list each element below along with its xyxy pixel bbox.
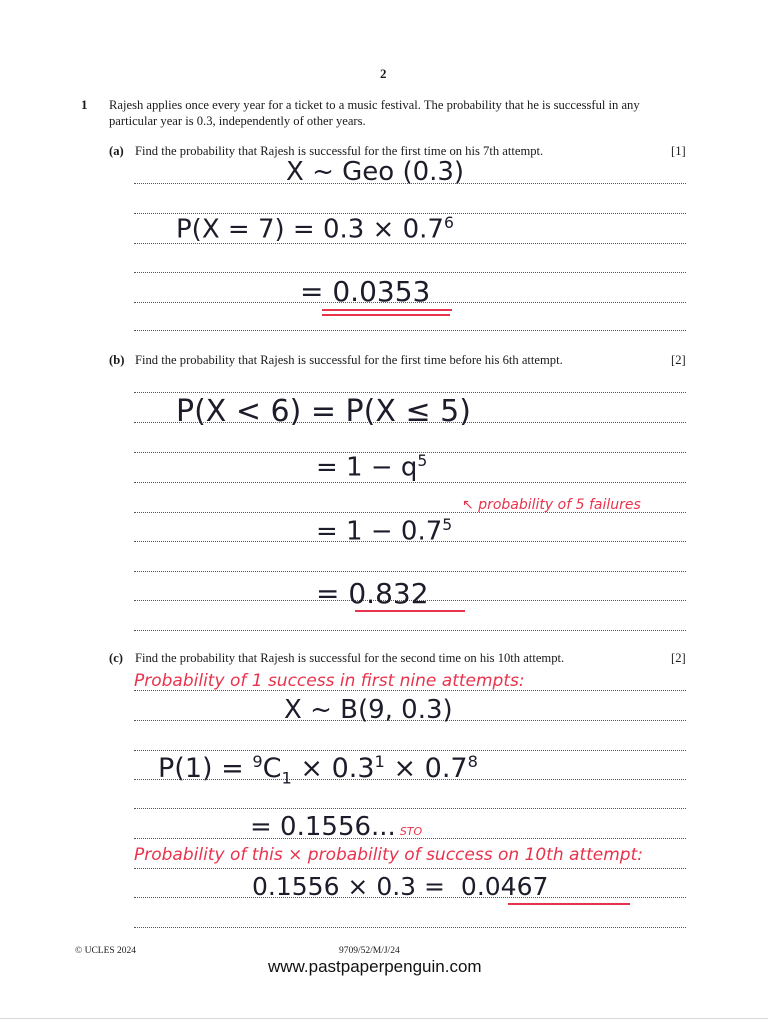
answer-line: [134, 571, 686, 572]
answer-line: [134, 808, 686, 809]
annotation-c-note1: Probability of 1 success in first nine attempts:: [134, 671, 525, 691]
copyright: © UCLES 2024: [75, 946, 137, 956]
answer-underline: [322, 309, 452, 311]
answer-line: [134, 392, 686, 393]
handwritten-c-line1: X ~ B(9, 0.3): [284, 695, 453, 725]
part-b-marks: [2]: [671, 353, 686, 367]
answer-line: [134, 750, 686, 751]
answer-line: [134, 330, 686, 331]
annotation-c-note2: Probability of this × probability of success on 10th attempt:: [134, 845, 643, 865]
answer-line: [134, 927, 686, 928]
handwritten-c-line4: 0.1556 × 0.3 = 0.0467: [252, 872, 549, 901]
part-c-text: Find the probability that Rajesh is successful for the second time on his 10th attempt.: [135, 651, 565, 665]
handwritten-b-answer: = 0.832: [316, 577, 429, 610]
page-edge: [0, 1018, 768, 1019]
part-c-marks: [2]: [671, 651, 686, 665]
handwritten-a-line2: $P(X = 7) = 0.3 \times 0.7^6$: [176, 214, 454, 245]
annotation-failures: ↖ probability of 5 failures: [462, 497, 641, 513]
part-c-label: (c): [109, 651, 123, 665]
part-b-text: Find the probability that Rajesh is successful for the first time before his 6th attempt.: [135, 353, 563, 367]
handwritten-b-line2: = $1 - q^5$: [316, 452, 428, 483]
part-a-label: (a): [109, 144, 124, 158]
handwritten-b-line1: P(X < 6) = P(X ≤ 5): [176, 394, 471, 429]
handwritten-c-line3: = 0.1556... STO: [250, 812, 423, 842]
handwritten-b-line3: = $1 - 0.7^5$: [316, 516, 453, 547]
answer-underline: [322, 314, 450, 316]
part-a-marks: [1]: [671, 144, 686, 158]
website-link[interactable]: www.pastpaperpenguin.com: [268, 957, 482, 976]
answer-underline: [508, 903, 630, 905]
answer-line: [134, 868, 686, 869]
answer-line: [134, 630, 686, 631]
part-a-text: Find the probability that Rajesh is successful for the first time on his 7th attempt.: [135, 144, 544, 158]
answer-underline: [355, 610, 465, 612]
question-text: Rajesh applies once every year for a ticket to a music festival. The probability that he is successful in any particular year is 0.3, independently of other years.: [109, 98, 640, 128]
handwritten-a-line1: X ~ Geo (0.3): [286, 157, 465, 187]
paper-code: 9709/52/M/J/24: [339, 946, 400, 956]
handwritten-a-answer: = 0.0353: [300, 275, 431, 308]
answer-line: [134, 272, 686, 273]
part-b-label: (b): [109, 353, 125, 367]
page-number: 2: [380, 66, 387, 81]
handwritten-c-line2: $P(1) = ^9C_1 \times 0.3^1 \times 0.7^8$: [158, 752, 478, 788]
question-number: 1: [81, 97, 88, 112]
